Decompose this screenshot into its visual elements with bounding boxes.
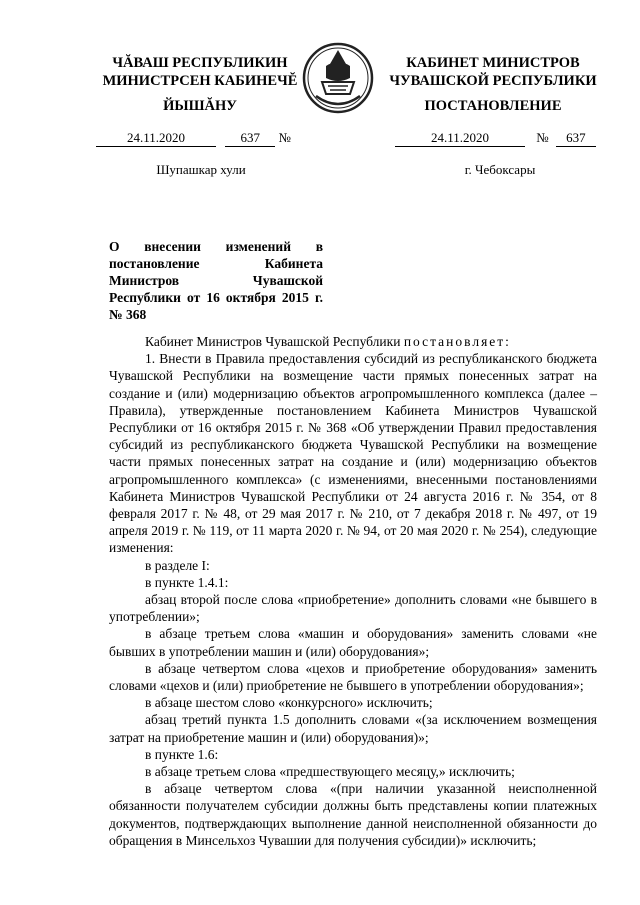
body-paragraph: в абзаце четвертом слова «цехов и приобретение оборудования» заменить словами «цехов и (или) приобретение не бывшего в употреблении оборудования»; bbox=[109, 660, 597, 694]
header-right-doc-type: ПОСТАНОВЛЕНИЕ bbox=[424, 98, 562, 114]
header-right-line2: ЧУВАШСКОЙ РЕСПУБЛИКИ bbox=[389, 73, 597, 89]
body-paragraph: абзац третий пункта 1.5 дополнить словами «(за исключением возмещения затрат на приобретение машин и (или) оборудования)»; bbox=[109, 712, 597, 745]
header-left-number-sign: № bbox=[278, 130, 291, 145]
body-paragraph: в пункте 1.4.1: bbox=[145, 574, 229, 590]
header-left-line2: МИНИСТРСЕН КАБИНЕЧĔ bbox=[102, 73, 298, 89]
emblem bbox=[298, 38, 378, 118]
header-left-title bbox=[85, 54, 315, 90]
header-right-number-sign: № bbox=[536, 130, 549, 145]
document-body bbox=[109, 333, 597, 849]
body-paragraph: в абзаце четвертом слова «(при наличии указанной неисполненной обязанности получателем субсидии должны быть представлены копии платежных документов, подтверждающих выполнение данной неисполненной обязанности до обращения в Минсельхоз Чувашии для получения субсидии)» исключить; bbox=[109, 781, 597, 848]
header-right-line1: КАБИНЕТ МИНИСТРОВ bbox=[406, 55, 580, 71]
intro-start: Кабинет Министров Чувашской Республики bbox=[145, 334, 401, 349]
body-paragraph: в абзаце шестом слово «конкурсного» исключить; bbox=[145, 695, 433, 711]
body-paragraph: абзац второй после слова «приобретение» дополнить словами «не бывшего в употреблении»; bbox=[109, 592, 597, 625]
header-left-number: 637 bbox=[225, 130, 275, 147]
body-paragraph: в абзаце третьем слова «предшествующего месяцу,» исключить; bbox=[145, 764, 515, 780]
body-paragraph: в пункте 1.6: bbox=[145, 746, 219, 762]
header-right-city: г. Чебоксары bbox=[464, 162, 536, 177]
document-subject: О внесении изменений в постановление Кабинета Министров Чувашской Республики от 16 октября 2015 г. № 368 bbox=[109, 239, 323, 322]
emblem-icon bbox=[298, 38, 378, 118]
header-left-number-line bbox=[96, 130, 306, 147]
body-paragraph: 1. Внести в Правила предоставления субсидий из республиканского бюджета Чувашской Республики на возмещение части прямых понесенных затрат на создание и (или) модернизацию объектов агропромышленного комплекса (далее – Правила), утвержденные постановлением Кабинета Министров Чувашской Республики от 16 октября 2015 г. № 368 «Об утверждении Правил предоставления субсидий из республиканского бюджета Чувашской Республики на возмещение части прямых понесенных затрат на создание и (или) модернизацию объектов агропромышленного комплекса» (с изменениями, внесенными постановлениями Кабинета Министров Чувашской Республики от 24 августа 2016 г. № 354, от 8 февраля 2017 г. № 48, от 29 мая 2017 г. № 210, от 7 декабря 2018 г. № 497, от 19 апреля 2019 г. № 119, от 11 марта 2020 г. № 94, от 20 мая 2020 г. № 254), следующие изменения: bbox=[109, 351, 597, 556]
body-paragraph: в разделе I: bbox=[145, 557, 210, 573]
intro-paragraph bbox=[109, 333, 597, 350]
header-right-number-line bbox=[395, 130, 605, 147]
header-right-title bbox=[383, 54, 603, 90]
header-left-doc-type: ЙЫШĂНУ bbox=[163, 98, 237, 114]
header-left-line1: ЧĂВАШ РЕСПУБЛИКИН bbox=[112, 55, 288, 71]
body-paragraph: в абзаце третьем слова «машин и оборудования» заменить словами «не бывших в употреблении машин и (или) оборудования»; bbox=[109, 626, 597, 659]
header-left-city: Шупашкар хули bbox=[156, 162, 246, 177]
header-left-date: 24.11.2020 bbox=[96, 130, 216, 147]
header-right-number: 637 bbox=[556, 130, 596, 147]
header-right-date: 24.11.2020 bbox=[395, 130, 525, 147]
intro-verb: постановляет: bbox=[403, 334, 511, 349]
